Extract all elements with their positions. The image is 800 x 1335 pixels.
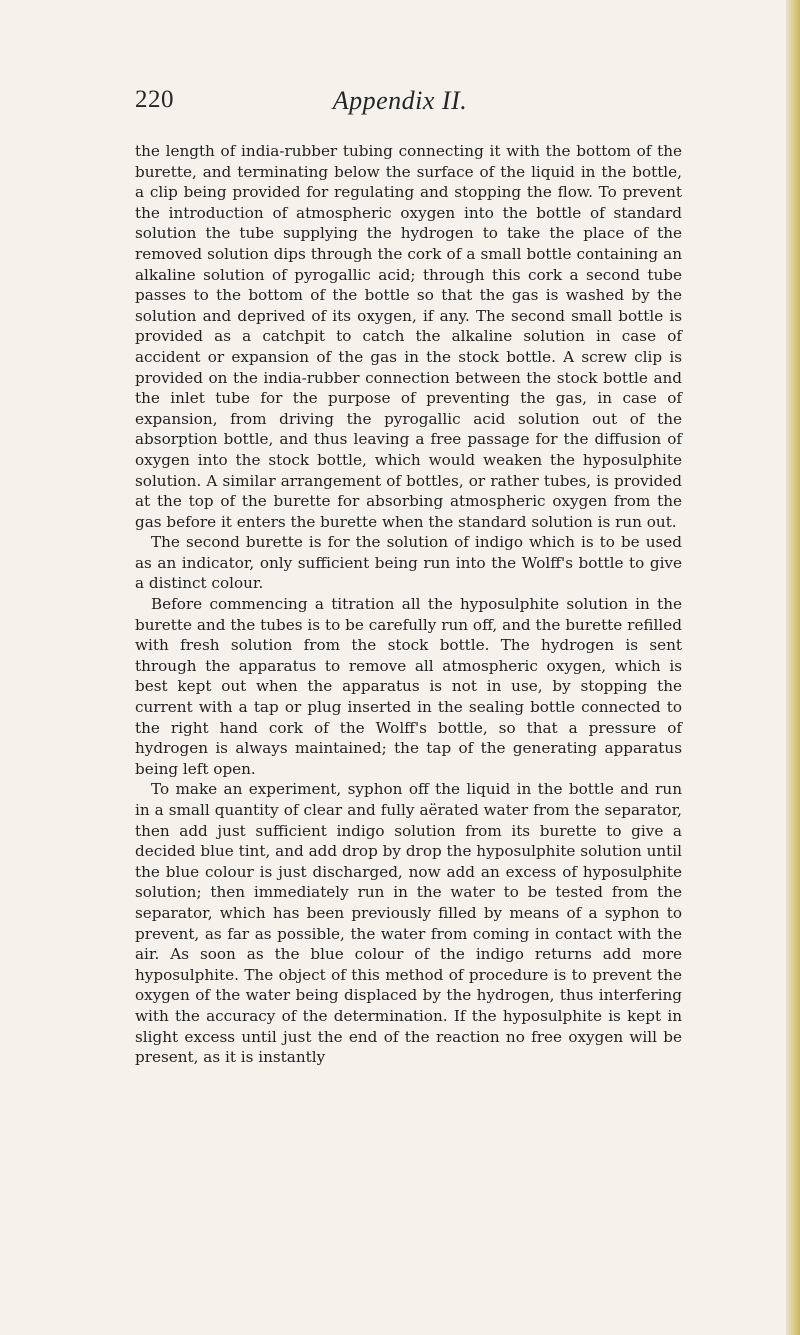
body-text: [135, 141, 682, 1068]
running-title: Appendix II.: [332, 86, 468, 115]
page-number: 220: [135, 86, 174, 113]
running-head: [0, 86, 800, 126]
page-edge-shadow: [786, 0, 800, 1335]
paragraph-before-titration: Before commencing a titration all the hyposulphite solution in the burette and the tubes is to be carefully run off, and the burette refilled with fresh solution from the stock bottle. The hydrogen is sent through the apparatus to remove all atmospheric oxygen, which is best kept out when the apparatus is not in use, by stopping the current with a tap or plug inserted in the sealing bottle connected to the right hand cork of the Wolff's bottle, so that a pressure of hydrogen is always maintained; the tap of the generating apparatus being left open.: [135, 595, 682, 778]
paragraph-second-burette: The second burette is for the solution of indigo which is to be used as an indicator, only sufficient being run into the Wolff's bottle to give a distinct colour.: [135, 533, 682, 593]
paragraph-continued: the length of india-rubber tubing connecting it with the bottom of the burette, and terminating below the surface of the liquid in the bottle, a clip being provided for regulating and stopping the flow. To prevent the introduction of atmospheric oxygen into the bottle of standard solution the tube supplying the hydrogen to take the place of the removed solution dips through the cork of a small bottle containing an alkaline solution of pyrogallic acid; through this cork a second tube passes to the bottom of the bottle so that the gas is washed by the solution and deprived of its oxygen, if any. The second small bottle is provided as a catchpit to catch the alkaline solution in case of accident or expansion of the gas in the stock bottle. A screw clip is provided on the india-rubber connection between the stock bottle and the inlet tube for the purpose of preventing the gas, in case of expansion, from driving the pyrogallic acid solution out of the absorption bottle, and thus leaving a free passage for the diffusion of oxygen into the stock bottle, which would weaken the hyposulphite solution. A similar arrangement of bottles, or rather tubes, is provided at the top of the burette for absorbing atmospheric oxygen from the gas before it enters the burette when the standard solution is run out.: [135, 142, 682, 531]
paragraph-experiment: To make an experiment, syphon off the liquid in the bottle and run in a small quantity of clear and fully aërated water from the separator, then add just sufficient indigo solution from its burette to give a decided blue tint, and add drop by drop the hyposulphite solution until the blue colour is just discharged, now add an excess of hyposulphite solution; then immediately run in the water to be tested from the separator, which has been previously filled by means of a syphon to prevent, as far as possible, the water from coming in contact with the air. As soon as the blue colour of the indigo returns add more hyposulphite. The object of this method of procedure is to prevent the oxygen of the water being displaced by the hydrogen, thus interfering with the accuracy of the determination. If the hyposulphite is kept in slight excess until just the end of the reaction no free oxygen will be present, as it is instantly: [135, 780, 682, 1067]
